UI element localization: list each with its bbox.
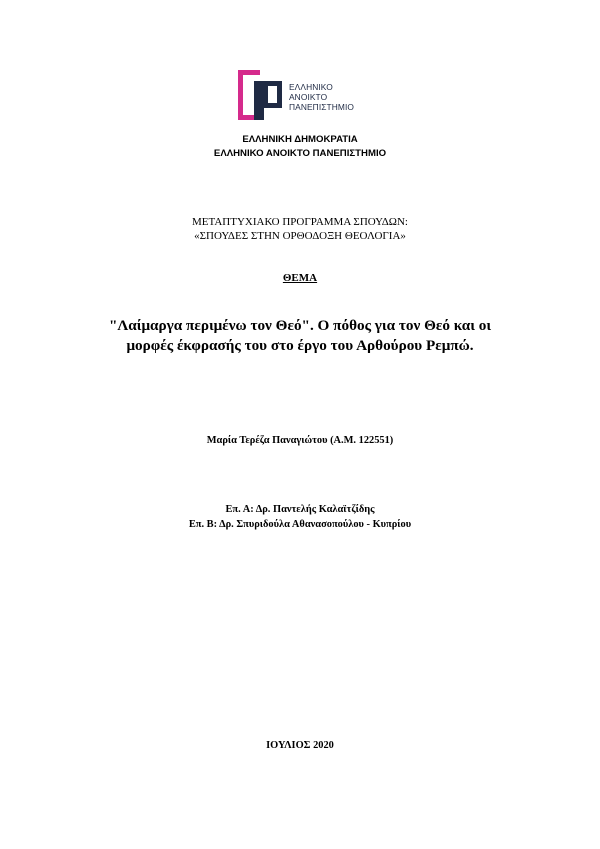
program-line-1: ΜΕΤΑΠΤΥΧΙΑΚΟ ΠΡΟΓΡΑΜΜΑ ΣΠΟΥΔΩΝ: [192, 216, 408, 228]
submission-date: ΙΟΥΛΙΟΣ 2020 [266, 740, 334, 751]
supervisor-a: Επ. Α: Δρ. Παντελής Καλαϊτζίδης [225, 504, 375, 515]
supervisor-b: Επ. Β: Δρ. Σπυριδούλα Αθανασοπούλου - Κυπρίου [188, 519, 412, 530]
logo-line-3: ΠΑΝΕΠΙΣΤΗΜΙΟ [289, 102, 355, 112]
thesis-title-line-2: μορφές έκφρασής του στο έργο του Αρθούρου Ρεμπώ. [126, 337, 474, 354]
author-name: Μαρία Τερέζα Παναγιώτου (Α.Μ. 122551) [206, 435, 394, 446]
program-line-2: «ΣΠΟΥΔΕΣ ΣΤΗΝ ΟΡΘΟΔΟΞΗ ΘΕΟΛΟΓΙΑ» [194, 230, 406, 242]
logo-line-2: ΑΝΟΙΚΤΟ [289, 92, 328, 102]
thesis-title-line-1: "Λαίμαργα περιμένω τον Θεό". Ο πόθος για τον Θεό και οι [108, 317, 492, 334]
university-logo [238, 70, 368, 122]
institution-line-2: ΕΛΛΗΝΙΚΟ ΑΝΟΙΚΤΟ ΠΑΝΕΠΙΣΤΗΜΙΟ [213, 148, 387, 159]
university-emblem-icon [238, 70, 286, 120]
logo-line-1: ΕΛΛΗΝΙΚΟ [289, 82, 333, 92]
topic-label: ΘΕΜΑ [282, 272, 318, 284]
logo-wordmark [289, 82, 354, 112]
institution-line-1: ΕΛΛΗΝΙΚΗ ΔΗΜΟΚΡΑΤΙΑ [242, 134, 358, 145]
